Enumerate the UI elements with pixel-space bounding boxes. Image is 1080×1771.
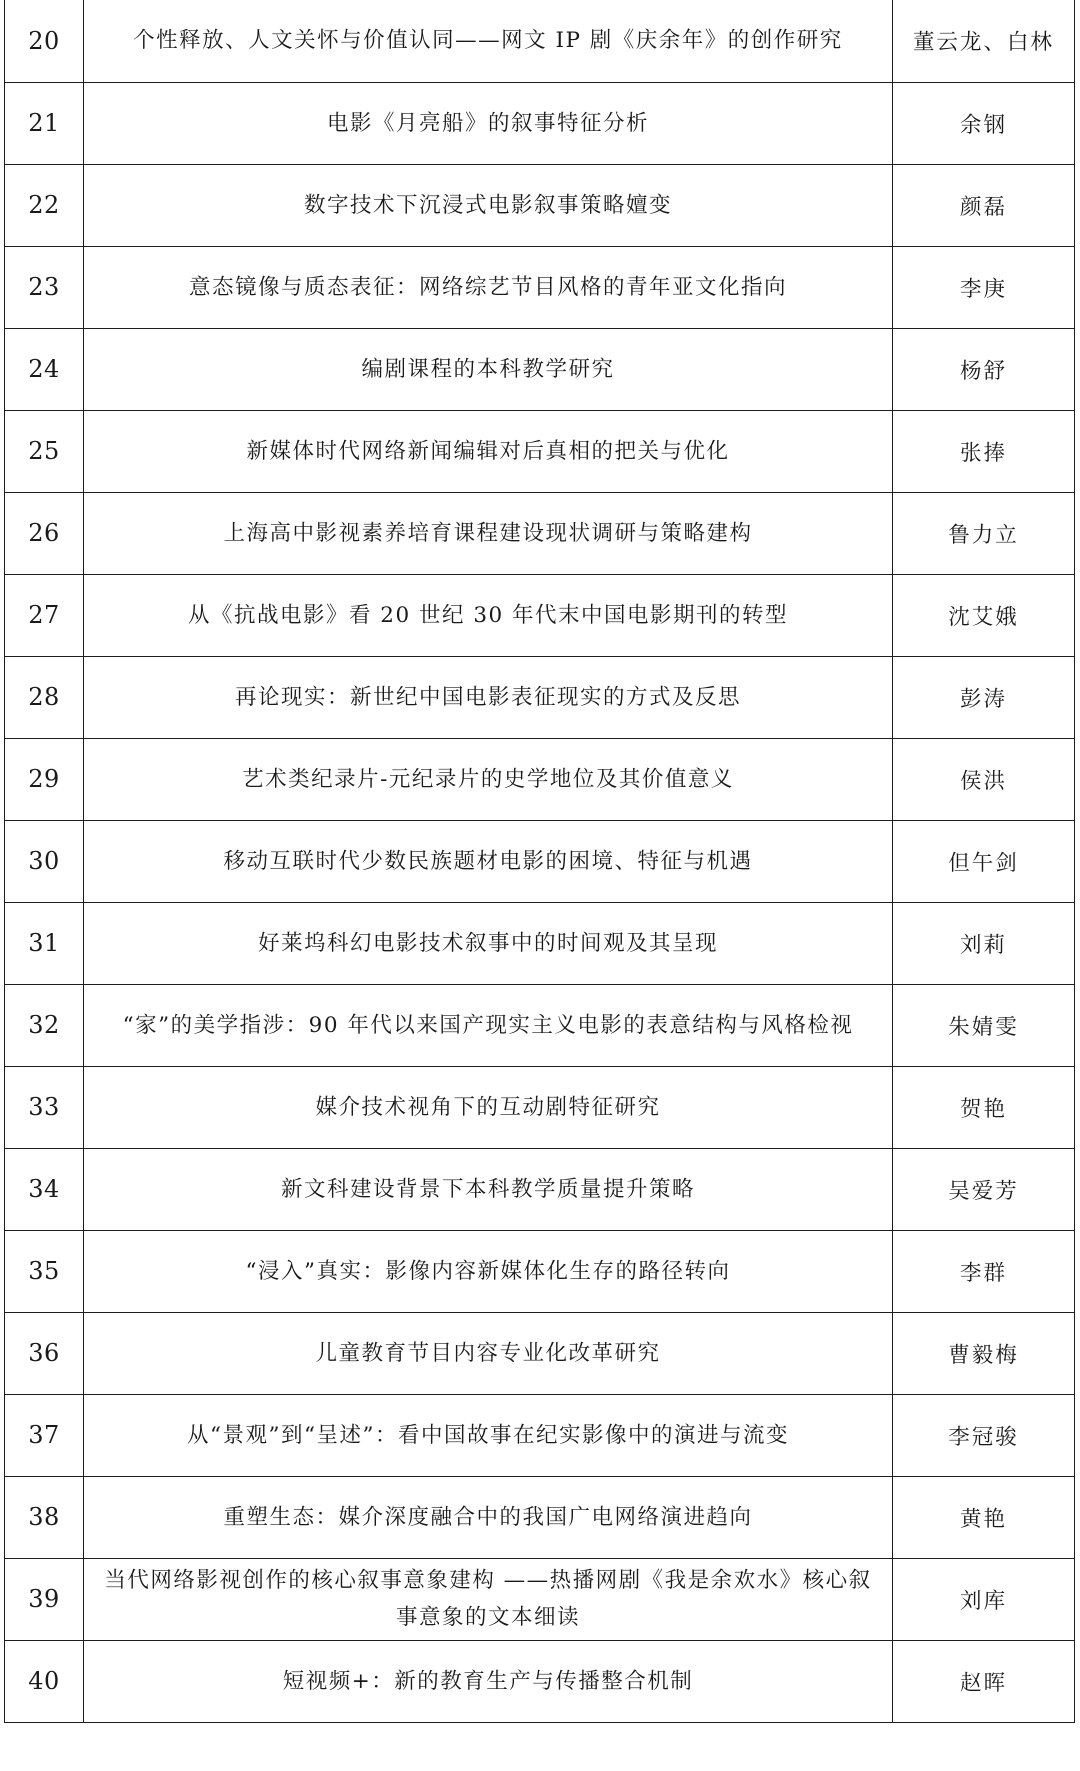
- row-number: 25: [5, 410, 84, 492]
- table-row: [5, 1230, 1075, 1312]
- table-row: [5, 820, 1075, 902]
- table-row: [5, 1394, 1075, 1476]
- paper-title: 数字技术下沉浸式电影叙事策略嬗变: [84, 164, 893, 246]
- table-row: [5, 1066, 1075, 1148]
- table-row: [5, 410, 1075, 492]
- table-row: [5, 328, 1075, 410]
- paper-author: 张捧: [893, 410, 1075, 492]
- paper-author: 刘莉: [893, 902, 1075, 984]
- row-number: 35: [5, 1230, 84, 1312]
- table-row: [5, 1640, 1075, 1722]
- paper-author: 贺艳: [893, 1066, 1075, 1148]
- paper-author: 李群: [893, 1230, 1075, 1312]
- paper-author: 李冠骏: [893, 1394, 1075, 1476]
- paper-author: 朱婧雯: [893, 984, 1075, 1066]
- paper-author: 侯洪: [893, 738, 1075, 820]
- paper-author: 沈艾娥: [893, 574, 1075, 656]
- paper-author: 杨舒: [893, 328, 1075, 410]
- table-row: [5, 0, 1075, 82]
- row-number: 37: [5, 1394, 84, 1476]
- paper-title: “浸入”真实：影像内容新媒体化生存的路径转向: [84, 1230, 893, 1312]
- paper-author: 颜磊: [893, 164, 1075, 246]
- paper-title: 从“景观”到“呈述”：看中国故事在纪实影像中的演进与流变: [84, 1394, 893, 1476]
- paper-title: 个性释放、人文关怀与价值认同——网文 IP 剧《庆余年》的创作研究: [84, 0, 893, 82]
- table-row: [5, 492, 1075, 574]
- paper-author: 黄艳: [893, 1476, 1075, 1558]
- row-number: 28: [5, 656, 84, 738]
- paper-title: 意态镜像与质态表征：网络综艺节目风格的青年亚文化指向: [84, 246, 893, 328]
- paper-author: 赵晖: [893, 1640, 1075, 1722]
- row-number: 20: [5, 0, 84, 82]
- table-row: [5, 984, 1075, 1066]
- row-number: 32: [5, 984, 84, 1066]
- row-number: 33: [5, 1066, 84, 1148]
- row-number: 29: [5, 738, 84, 820]
- paper-author: 董云龙、白林: [893, 0, 1075, 82]
- row-number: 21: [5, 82, 84, 164]
- table-row: [5, 574, 1075, 656]
- table-row: [5, 246, 1075, 328]
- table-row: [5, 1476, 1075, 1558]
- paper-list-table: [4, 0, 1075, 1723]
- row-number: 39: [5, 1558, 84, 1640]
- paper-title: 当代网络影视创作的核心叙事意象建构 ——热播网剧《我是余欢水》核心叙事意象的文本细读: [84, 1558, 893, 1640]
- paper-title: 儿童教育节目内容专业化改革研究: [84, 1312, 893, 1394]
- table-row: [5, 1558, 1075, 1640]
- paper-title: 从《抗战电影》看 20 世纪 30 年代末中国电影期刊的转型: [84, 574, 893, 656]
- paper-title: 重塑生态：媒介深度融合中的我国广电网络演进趋向: [84, 1476, 893, 1558]
- paper-author: 曹毅梅: [893, 1312, 1075, 1394]
- row-number: 31: [5, 902, 84, 984]
- table-row: [5, 1312, 1075, 1394]
- row-number: 34: [5, 1148, 84, 1230]
- paper-author: 但午剑: [893, 820, 1075, 902]
- paper-author: 鲁力立: [893, 492, 1075, 574]
- row-number: 38: [5, 1476, 84, 1558]
- row-number: 36: [5, 1312, 84, 1394]
- paper-title: 上海高中影视素养培育课程建设现状调研与策略建构: [84, 492, 893, 574]
- row-number: 27: [5, 574, 84, 656]
- table-row: [5, 902, 1075, 984]
- paper-author: 余钢: [893, 82, 1075, 164]
- paper-title: 新媒体时代网络新闻编辑对后真相的把关与优化: [84, 410, 893, 492]
- paper-title: 移动互联时代少数民族题材电影的困境、特征与机遇: [84, 820, 893, 902]
- paper-title: 艺术类纪录片-元纪录片的史学地位及其价值意义: [84, 738, 893, 820]
- row-number: 23: [5, 246, 84, 328]
- paper-title: 编剧课程的本科教学研究: [84, 328, 893, 410]
- row-number: 30: [5, 820, 84, 902]
- row-number: 22: [5, 164, 84, 246]
- paper-title: 媒介技术视角下的互动剧特征研究: [84, 1066, 893, 1148]
- row-number: 26: [5, 492, 84, 574]
- paper-title: 再论现实：新世纪中国电影表征现实的方式及反思: [84, 656, 893, 738]
- paper-author: 刘库: [893, 1558, 1075, 1640]
- paper-author: 彭涛: [893, 656, 1075, 738]
- table-row: [5, 82, 1075, 164]
- table-row: [5, 164, 1075, 246]
- paper-title: 短视频+：新的教育生产与传播整合机制: [84, 1640, 893, 1722]
- row-number: 24: [5, 328, 84, 410]
- table-row: [5, 656, 1075, 738]
- paper-author: 李庚: [893, 246, 1075, 328]
- table-row: [5, 738, 1075, 820]
- row-number: 40: [5, 1640, 84, 1722]
- paper-title: 电影《月亮船》的叙事特征分析: [84, 82, 893, 164]
- paper-list-body: [5, 0, 1075, 1722]
- table-row: [5, 1148, 1075, 1230]
- paper-title: “家”的美学指涉：90 年代以来国产现实主义电影的表意结构与风格检视: [84, 984, 893, 1066]
- paper-title: 好莱坞科幻电影技术叙事中的时间观及其呈现: [84, 902, 893, 984]
- paper-title: 新文科建设背景下本科教学质量提升策略: [84, 1148, 893, 1230]
- paper-author: 吴爱芳: [893, 1148, 1075, 1230]
